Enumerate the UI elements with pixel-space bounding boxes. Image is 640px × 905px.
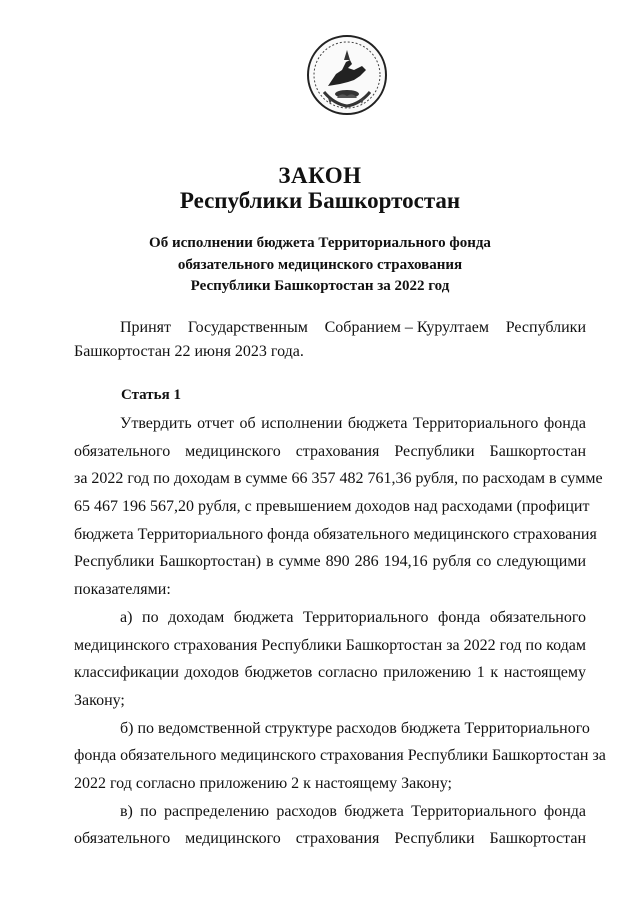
- article-line: 65 467 196 567,20 рубля, с превышением доходов над расходами (профицит: [74, 498, 590, 516]
- article-title: Статья 1: [121, 387, 181, 403]
- law-republic-heading: Республики Башкортостан: [179, 188, 461, 213]
- article-line: бюджета Территориального фонда обязательного медицинского страхования: [74, 525, 597, 543]
- subtitle-line: Республики Башкортостан за 2022 год: [190, 278, 450, 294]
- article-line: Республики Башкортостан) в сумме 890 286 194,16 рубля со следующими: [74, 553, 586, 571]
- subtitle-line: Об исполнении бюджета Территориального фонда: [149, 235, 491, 251]
- article-line: за 2022 год по доходам в сумме 66 357 482 761,36 рубля, по расходам в сумме: [74, 470, 603, 488]
- article-line: медицинского страхования Республики Башкортостан за 2022 год по кодам: [74, 636, 586, 654]
- article-line: в) по распределению расходов бюджета Территориального фонда: [120, 802, 586, 820]
- article-line: 2022 год согласно приложению 2 к настоящему Закону;: [74, 774, 452, 792]
- subtitle-line: обязательного медицинского страхования: [177, 256, 463, 273]
- article-line: Закону;: [74, 691, 125, 709]
- article-line: показателями:: [74, 581, 171, 599]
- law-heading: ЗАКОН: [278, 163, 362, 188]
- article-line: классификации доходов бюджетов согласно приложению 1 к настоящему: [74, 664, 586, 682]
- adoption-word: Собранием – Курултаем: [324, 319, 489, 336]
- article-line: обязательного медицинского страхования Республики Башкортостан: [74, 830, 586, 848]
- law-subtitle: [0, 233, 640, 298]
- adoption-word: Республики: [505, 319, 586, 336]
- article-line: обязательного медицинского страхования Республики Башкортостан: [74, 442, 586, 460]
- adoption-date-line: Башкортостан 22 июня 2023 года.: [74, 343, 304, 360]
- article-line: б) по ведомственной структуре расходов бюджета Территориального: [120, 719, 590, 737]
- article-line: Утвердить отчет об исполнении бюджета Территориального фонда: [120, 415, 586, 432]
- article-line: фонда обязательного медицинского страхования Республики Башкортостан за: [74, 747, 606, 765]
- article-line: а) по доходам бюджета Территориального фонда обязательного: [120, 608, 586, 626]
- coat-of-arms-icon: [306, 34, 388, 116]
- adoption-note: [74, 316, 586, 364]
- article-body: [74, 410, 606, 853]
- adoption-word: Государственным: [187, 319, 308, 336]
- adoption-word: Принят: [120, 319, 172, 336]
